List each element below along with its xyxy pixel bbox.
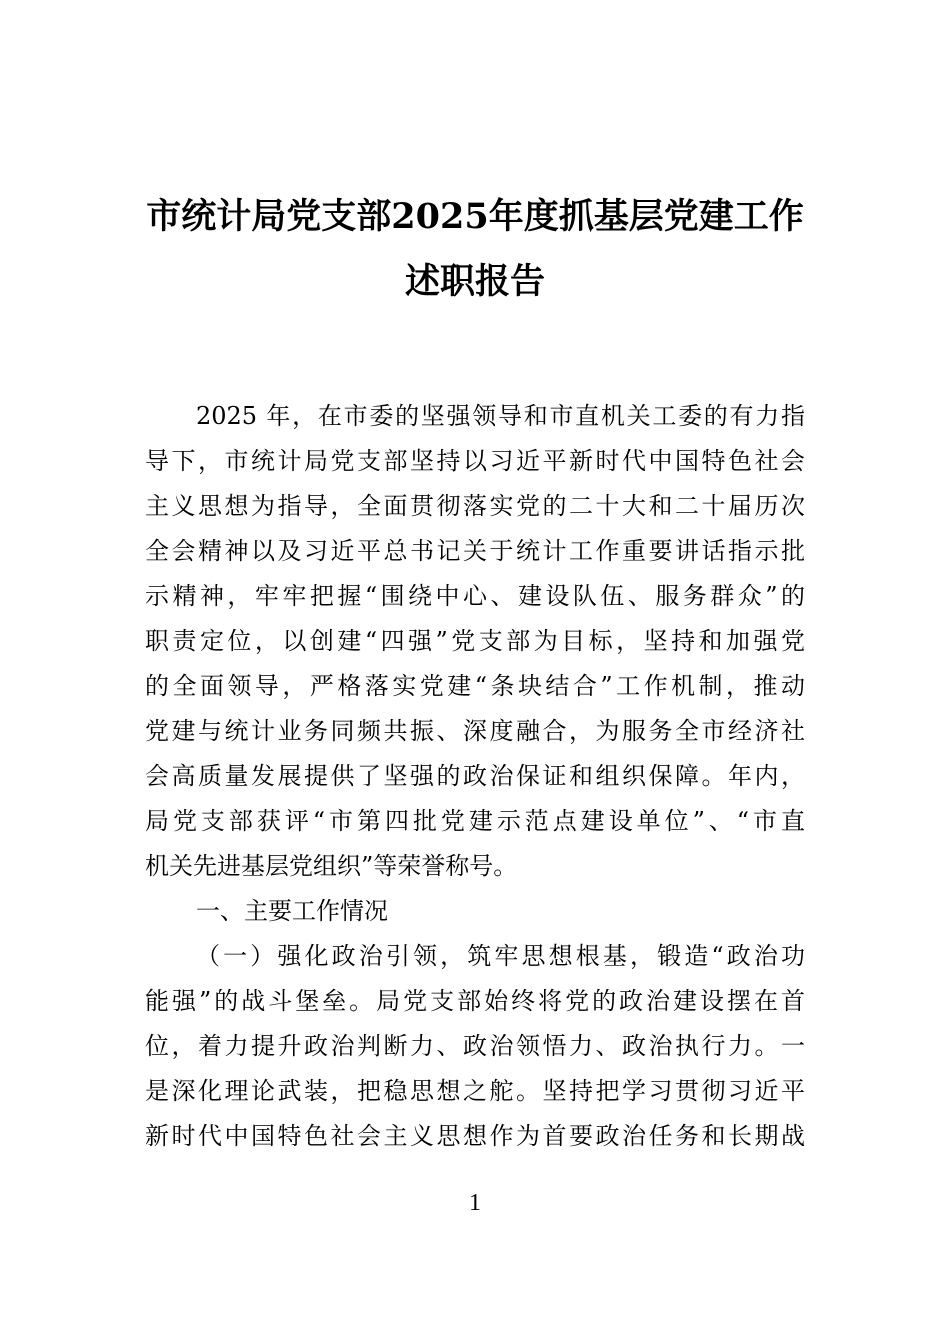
intro-line: 全会精神以及习近平总书记关于统计工作重要讲话指示批 bbox=[145, 537, 805, 565]
intro-line: 机关先进基层党组织”等荣誉称号。 bbox=[145, 852, 518, 880]
section-line: 新时代中国特色社会主义思想作为首要政治任务和长期战 bbox=[145, 1122, 805, 1150]
intro-line: 主义思想为指导，全面贯彻落实党的二十大和二十届历次 bbox=[145, 492, 805, 520]
section-line: 位，着力提升政治判断力、政治领悟力、政治执行力。一 bbox=[145, 1032, 805, 1060]
document-title-line-2: 述职报告 bbox=[404, 261, 545, 302]
section-line: （一）强化政治引领，筑牢思想根基，锻造“政治功 bbox=[196, 942, 805, 970]
intro-line: 2025 年，在市委的坚强领导和市直机关工委的有力指 bbox=[196, 402, 805, 430]
intro-line: 党建与统计业务同频共振、深度融合，为服务全市经济社 bbox=[145, 717, 805, 745]
intro-line: 会高质量发展提供了坚强的政治保证和组织保障。年内， bbox=[145, 762, 805, 790]
intro-line: 的全面领导，严格落实党建“条块结合”工作机制，推动 bbox=[145, 672, 805, 700]
intro-line: 局党支部获评“市第四批党建示范点建设单位”、“市直 bbox=[145, 807, 805, 835]
section-line: 能强”的战斗堡垒。局党支部始终将党的政治建设摆在首 bbox=[145, 987, 805, 1015]
section-heading: 一、主要工作情况 bbox=[196, 897, 388, 925]
intro-line: 导下，市统计局党支部坚持以习近平新时代中国特色社会 bbox=[145, 447, 805, 475]
intro-line: 职责定位，以创建“四强”党支部为目标，坚持和加强党 bbox=[145, 627, 805, 655]
document-title-line-1: 市统计局党支部2025年度抓基层党建工作 bbox=[146, 196, 804, 237]
page-number: 1 bbox=[469, 1190, 481, 1216]
intro-line: 示精神，牢牢把握“围绕中心、建设队伍、服务群众”的 bbox=[145, 582, 805, 610]
section-line: 是深化理论武装，把稳思想之舵。坚持把学习贯彻习近平 bbox=[145, 1077, 805, 1105]
